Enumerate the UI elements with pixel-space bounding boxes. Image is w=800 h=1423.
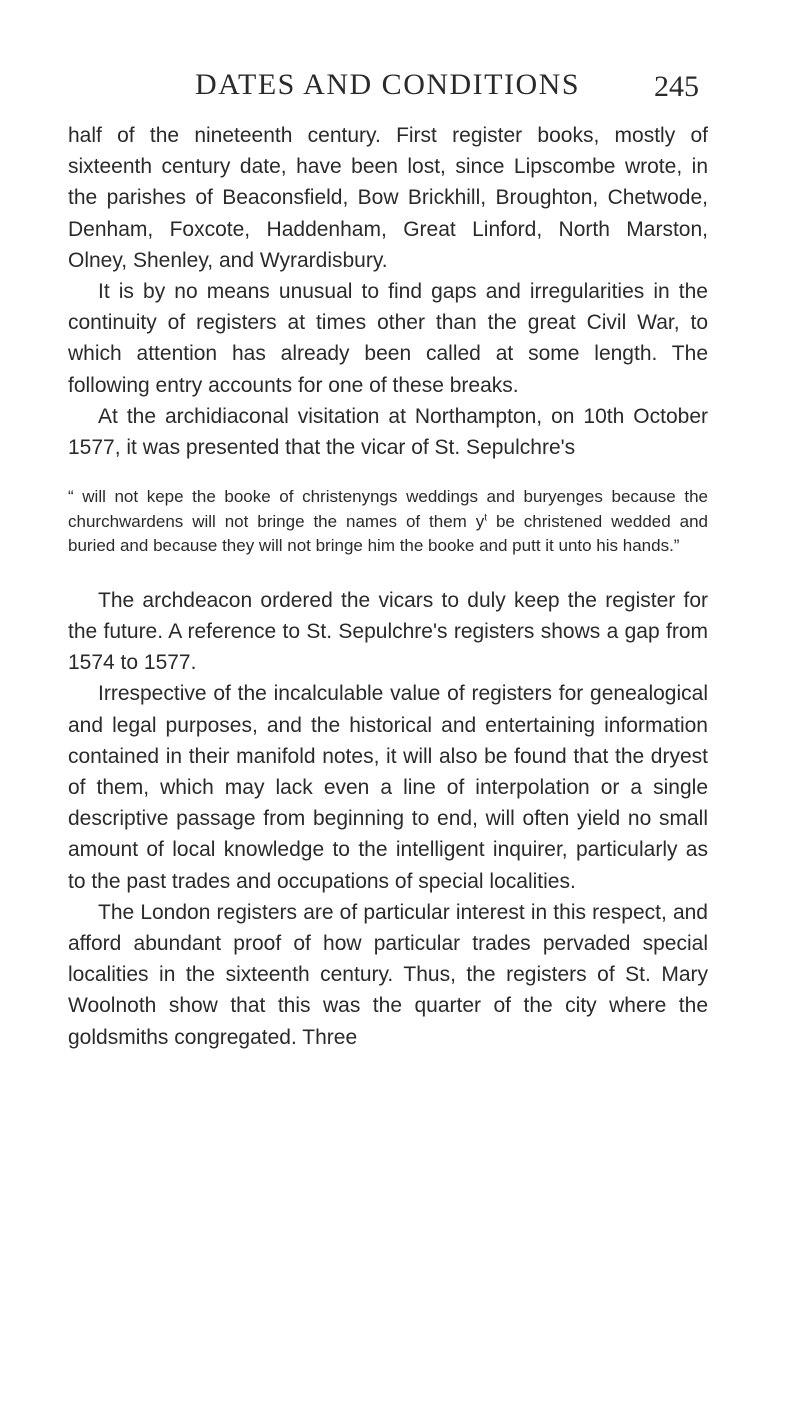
quote-text-start: “ will not kepe the booke of christenyngs weddings and buryenges because the churchwardens will not bringe the names of them y: [68, 487, 708, 531]
quote-text-end: be christened wedded and buried and because they will not bringe him the booke and putt it unto his hands.”: [68, 511, 708, 556]
running-head-title: DATES AND CONDITIONS: [195, 68, 581, 101]
paragraph-london: The London registers are of particular interest in this respect, and afford abundant proof of how particular trades pervaded special localities in the sixteenth century. Thus, the registers of St. Mary Woolnoth show that this was the quarter of the city where the goldsmiths congregated. Three: [68, 900, 708, 1049]
quote-superscript: t: [484, 512, 488, 524]
paragraph-value: Irrespective of the incalculable value of registers for genealogical and legal purposes, and the historical and entertaining information contained in their manifold notes, it will also be found that the dryest of them, which may lack even a line of interpolation or a single descriptive passage from beginning to end, will often yield no small amount of local knowledge to the intelligent inquirer, particularly as to the past trades and occupations of special localities.: [68, 682, 708, 893]
paragraph-archdeacon: The archdeacon ordered the vicars to duly keep the register for the future. A reference to St. Sepulchre's registers shows a gap from 1574 to 1577.: [68, 588, 708, 675]
paragraph-gaps: It is by no means unusual to find gaps and irregularities in the continuity of registers at times other than the great Civil War, to which attention has already been called at some length. The following entry accounts for one of these breaks.: [68, 280, 708, 397]
page-number: 245: [654, 70, 699, 103]
paragraph-continuation: half of the nineteenth century. First register books, mostly of sixteenth century date, have been lost, since Lipscombe wrote, in the parishes of Beaconsfield, Bow Brickhill, Broughton, Chetwode, Denham, Foxcote, Haddenham, Great Linford, North Marston, Olney, Shenley, and Wyrardisbury.: [68, 124, 708, 272]
paragraph-visitation: At the archidiaconal visitation at Northampton, on 10th October 1577, it was presented that the vicar of St. Sepulchre's: [68, 404, 708, 460]
body-text: [68, 120, 708, 1053]
block-quote: [68, 485, 708, 559]
